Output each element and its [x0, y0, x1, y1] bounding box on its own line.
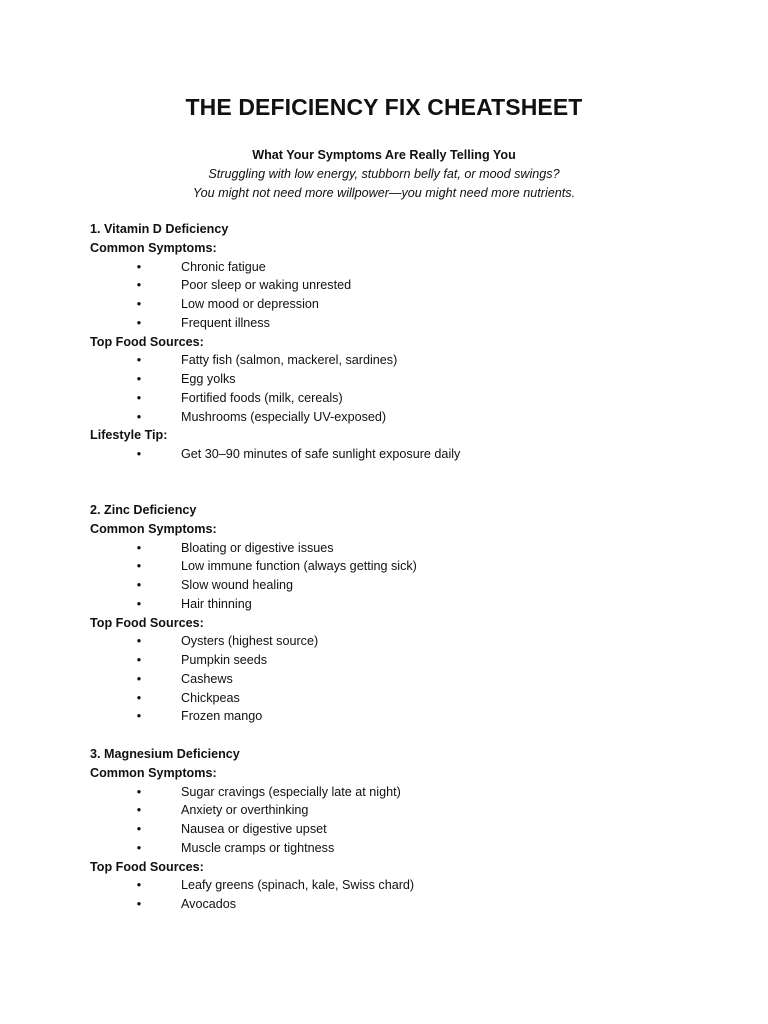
lifestyle-tip-label: Lifestyle Tip:: [90, 428, 168, 443]
symptoms-list: [90, 783, 710, 858]
list-item: [90, 276, 710, 295]
list-item-text: Get 30–90 minutes of safe sunlight exposure daily: [181, 447, 461, 461]
list-item-text: Avocados: [181, 897, 237, 911]
list-item-text: Chickpeas: [181, 690, 240, 705]
bullet-icon: •: [136, 278, 142, 293]
list-item-text: Fortified foods (milk, cereals): [181, 390, 343, 405]
list-item: [90, 670, 710, 689]
list-item: [90, 370, 710, 389]
section-magnesium: [90, 745, 710, 914]
list-item-text: Oysters (highest source): [181, 634, 319, 649]
list-item: [90, 632, 710, 651]
list-item-text: Anxiety or overthinking: [181, 803, 309, 818]
bullet-icon: •: [136, 559, 142, 574]
list-item-text: Poor sleep or waking unrested: [181, 278, 352, 293]
list-item: [90, 839, 710, 858]
list-item: [90, 651, 710, 670]
section-heading: 1. Vitamin D Deficiency: [90, 222, 229, 236]
list-item-text: Hair thinning: [181, 596, 252, 611]
list-item: [90, 351, 710, 370]
bullet-icon: •: [136, 840, 142, 855]
bullet-icon: •: [136, 878, 142, 893]
document-title: THE DEFICIENCY FIX CHEATSHEET: [185, 94, 583, 120]
bullet-icon: •: [136, 653, 142, 667]
food-sources-label: Top Food Sources:: [90, 859, 204, 874]
list-item: [90, 539, 710, 558]
bullet-icon: •: [136, 822, 142, 836]
food-sources-label: Top Food Sources:: [90, 334, 204, 349]
intro-subheading: What Your Symptoms Are Really Telling You: [252, 148, 516, 162]
bullet-icon: •: [136, 709, 142, 724]
food-sources-list: [90, 351, 710, 426]
bullet-icon: •: [136, 897, 142, 911]
list-item: [90, 314, 710, 333]
list-item-text: Frozen mango: [181, 709, 263, 724]
list-item: [90, 689, 710, 708]
list-item-text: Low mood or depression: [181, 297, 319, 311]
bullet-icon: •: [136, 803, 142, 818]
list-item-text: Low immune function (always getting sick): [181, 559, 417, 574]
bullet-icon: •: [136, 634, 142, 649]
bullet-icon: •: [136, 372, 142, 386]
bullet-icon: •: [136, 259, 142, 274]
symptoms-label: Common Symptoms:: [90, 240, 217, 255]
list-item-text: Sugar cravings (especially late at night): [181, 784, 401, 799]
list-item: [90, 707, 710, 726]
bullet-icon: •: [136, 690, 142, 705]
symptoms-label: Common Symptoms:: [90, 765, 217, 780]
list-item-text: Fatty fish (salmon, mackerel, sardines): [181, 353, 398, 368]
list-item: [90, 389, 710, 408]
bullet-icon: •: [136, 353, 142, 368]
intro-line-1: Struggling with low energy, stubborn belly fat, or mood swings?: [208, 166, 560, 181]
food-sources-list: [90, 876, 710, 914]
list-item: [90, 783, 710, 802]
bullet-icon: •: [136, 297, 142, 311]
intro-line-2: You might not need more willpower—you might need more nutrients.: [192, 185, 576, 200]
list-item: [90, 408, 710, 427]
list-item-text: Frequent illness: [181, 315, 270, 330]
list-item: [90, 820, 710, 839]
section-heading: 3. Magnesium Deficiency: [90, 747, 240, 761]
list-item: [90, 445, 710, 464]
list-item: [90, 557, 710, 576]
list-item-text: Bloating or digestive issues: [181, 540, 334, 555]
list-item: [90, 258, 710, 277]
symptoms-list: [90, 539, 710, 614]
list-item-text: Nausea or digestive upset: [181, 822, 327, 836]
bullet-icon: •: [136, 671, 142, 686]
lifestyle-tip-list: [90, 445, 710, 464]
list-item-text: Muscle cramps or tightness: [181, 840, 335, 855]
bullet-icon: •: [136, 540, 142, 555]
symptoms-label: Common Symptoms:: [90, 521, 217, 536]
bullet-icon: •: [136, 447, 142, 461]
bullet-icon: •: [136, 578, 142, 592]
section-zinc: [90, 501, 710, 726]
list-item: [90, 876, 710, 895]
list-item: [90, 595, 710, 614]
bullet-icon: •: [136, 784, 142, 799]
section-vitamin-d: [90, 220, 710, 464]
bullet-icon: •: [136, 409, 142, 424]
list-item-text: Pumpkin seeds: [181, 653, 268, 667]
list-item-text: Egg yolks: [181, 372, 236, 386]
list-item: [90, 576, 710, 595]
symptoms-list: [90, 258, 710, 333]
list-item: [90, 801, 710, 820]
intro-block: [0, 146, 768, 202]
list-item-text: Leafy greens (spinach, kale, Swiss chard): [181, 878, 415, 893]
list-item-text: Chronic fatigue: [181, 259, 266, 274]
list-item-text: Cashews: [181, 671, 233, 686]
food-sources-label: Top Food Sources:: [90, 615, 204, 630]
list-item-text: Slow wound healing: [181, 578, 294, 592]
bullet-icon: •: [136, 390, 142, 405]
bullet-icon: •: [136, 315, 142, 330]
list-item: [90, 895, 710, 914]
food-sources-list: [90, 632, 710, 726]
section-heading: 2. Zinc Deficiency: [90, 503, 197, 517]
list-item-text: Mushrooms (especially UV-exposed): [181, 409, 387, 424]
list-item: [90, 295, 710, 314]
bullet-icon: •: [136, 596, 142, 611]
